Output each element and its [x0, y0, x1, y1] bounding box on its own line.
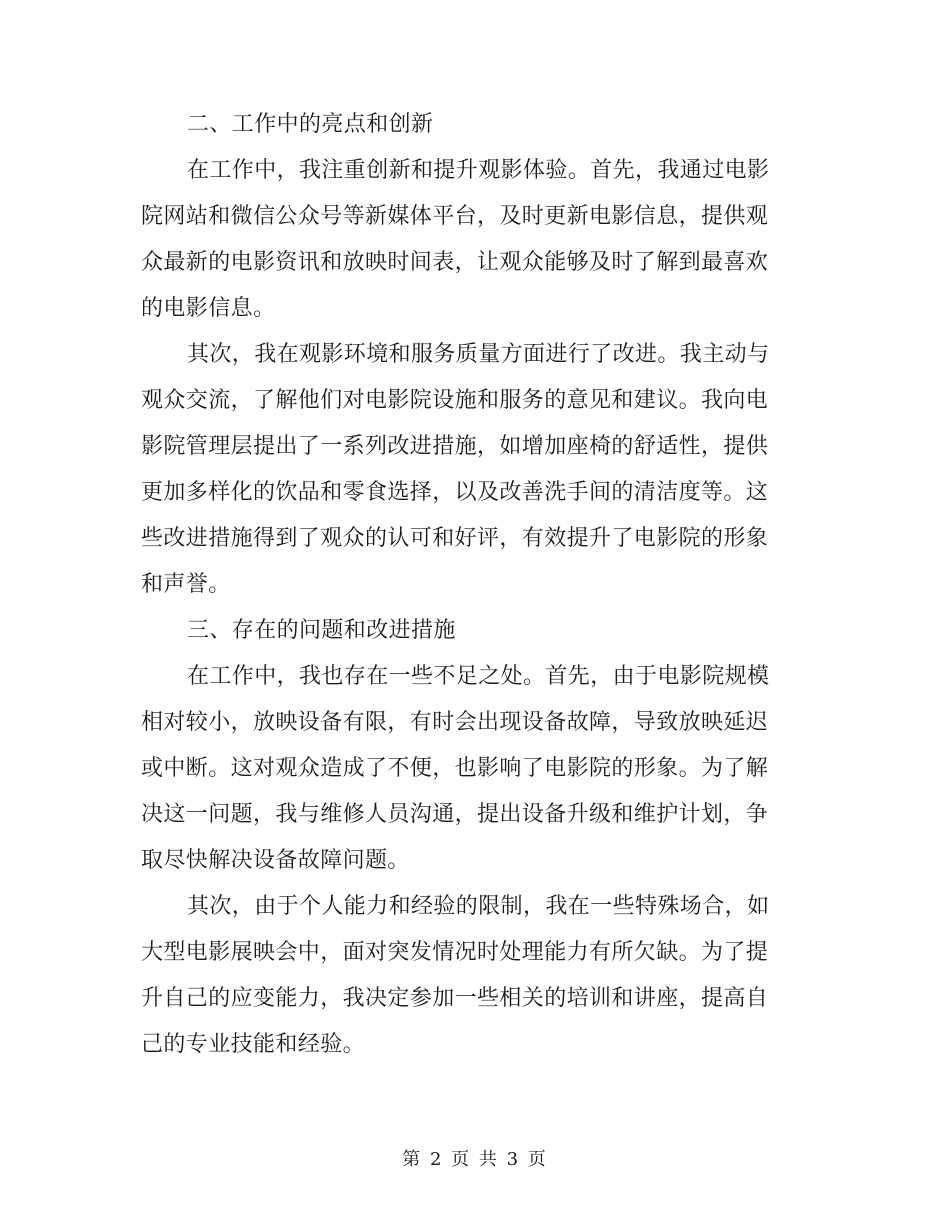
text-line: 升自己的应变能力，我决定参加一些相关的培训和讲座，提高自: [141, 986, 769, 1011]
text-line: 在工作中，我注重创新和提升观影体验。首先，我通过电影: [187, 158, 770, 183]
text-line: 其次，由于个人能力和经验的限制，我在一些特殊场合，如: [187, 894, 770, 919]
text-line: 二、工作中的亮点和创新: [187, 112, 434, 137]
document-body: [141, 102, 809, 1068]
text-line: 观众交流，了解他们对电影院设施和服务的意见和建议。我向电: [141, 388, 769, 413]
text-line: 的电影信息。: [141, 296, 276, 321]
text-line: 在工作中，我也存在一些不足之处。首先，由于电影院规模: [187, 664, 770, 689]
text-line: 影院管理层提出了一系列改进措施，如增加座椅的舒适性，提供: [141, 434, 769, 459]
text-line: 三、存在的问题和改进措施: [187, 618, 456, 643]
page-footer: 第 2 页 共 3 页: [402, 1149, 548, 1170]
text-line: 取尽快解决设备故障问题。: [141, 848, 410, 873]
text-line: 些改进措施得到了观众的认可和好评，有效提升了电影院的形象: [141, 526, 769, 551]
text-line: 或中断。这对观众造成了不便，也影响了电影院的形象。为了解: [141, 756, 769, 781]
text-line: 院网站和微信公众号等新媒体平台，及时更新电影信息，提供观: [141, 204, 769, 229]
text-line: 更加多样化的饮品和零食选择，以及改善洗手间的清洁度等。这: [141, 480, 769, 505]
text-line: 相对较小，放映设备有限，有时会出现设备故障，导致放映延迟: [141, 710, 769, 735]
text-line: 众最新的电影资讯和放映时间表，让观众能够及时了解到最喜欢: [141, 250, 769, 275]
text-line: 决这一问题，我与维修人员沟通，提出设备升级和维护计划，争: [141, 802, 769, 827]
text-line: 和声誉。: [141, 572, 231, 597]
text-line: 大型电影展映会中，面对突发情况时处理能力有所欠缺。为了提: [141, 940, 769, 965]
text-line: 己的专业技能和经验。: [141, 1032, 366, 1057]
text-line: 其次，我在观影环境和服务质量方面进行了改进。我主动与: [187, 342, 770, 367]
